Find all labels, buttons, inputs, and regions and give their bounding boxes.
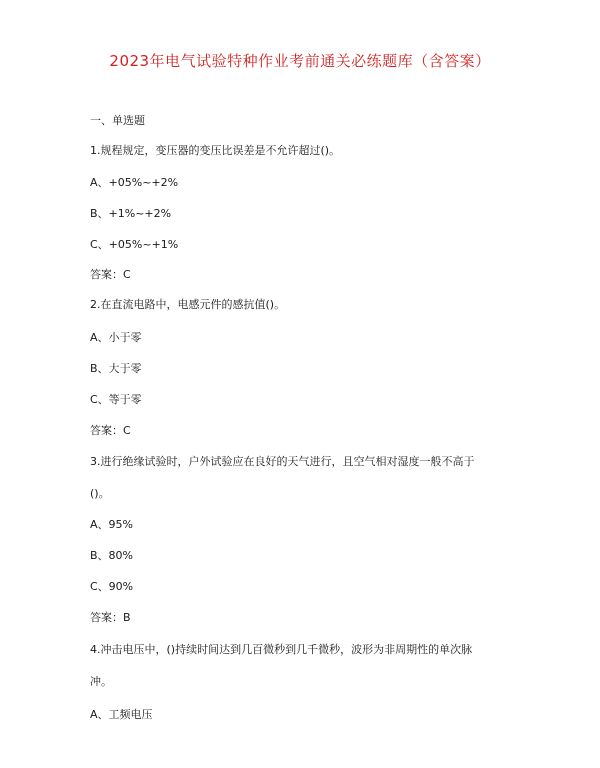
document-title: 2023年电气试验特种作业考前通关必练题库（含答案）: [109, 52, 491, 70]
question-3-option-a: A、95%: [90, 518, 133, 531]
question-3-stem-line-2: ()。: [90, 487, 110, 500]
question-1-option-c: C、+05%~+1%: [90, 238, 179, 251]
question-3-answer: 答案：B: [90, 611, 131, 624]
question-2-option-a: A、小于零: [90, 331, 142, 344]
question-1-answer: 答案：C: [90, 268, 131, 281]
question-4-stem-line-1: 4.冲击电压中，()持续时间达到几百微秒到几千微秒，波形为非周期性的单次脉: [90, 643, 473, 656]
question-2-answer: 答案：C: [90, 424, 131, 437]
question-3-option-c: C、90%: [90, 580, 134, 593]
question-1-stem: 1.规程规定，变压器的变压比误差是不允许超过()。: [90, 144, 341, 157]
question-3-stem-line-1: 3.进行绝缘试验时，户外试验应在良好的天气进行，且空气相对湿度一般不高于: [90, 455, 475, 468]
section-heading: 一、单选题: [90, 114, 145, 127]
question-1-option-b: B、+1%~+2%: [90, 207, 172, 220]
question-4-stem-line-2: 冲。: [90, 675, 112, 688]
question-2-stem: 2.在直流电路中，电感元件的感抗值()。: [90, 298, 286, 311]
question-2-option-b: B、大于零: [90, 362, 142, 375]
question-2-option-c: C、等于零: [90, 393, 142, 406]
question-4-option-a: A、工频电压: [90, 708, 153, 721]
question-1-option-a: A、+05%~+2%: [90, 176, 179, 189]
question-3-option-b: B、80%: [90, 549, 133, 562]
